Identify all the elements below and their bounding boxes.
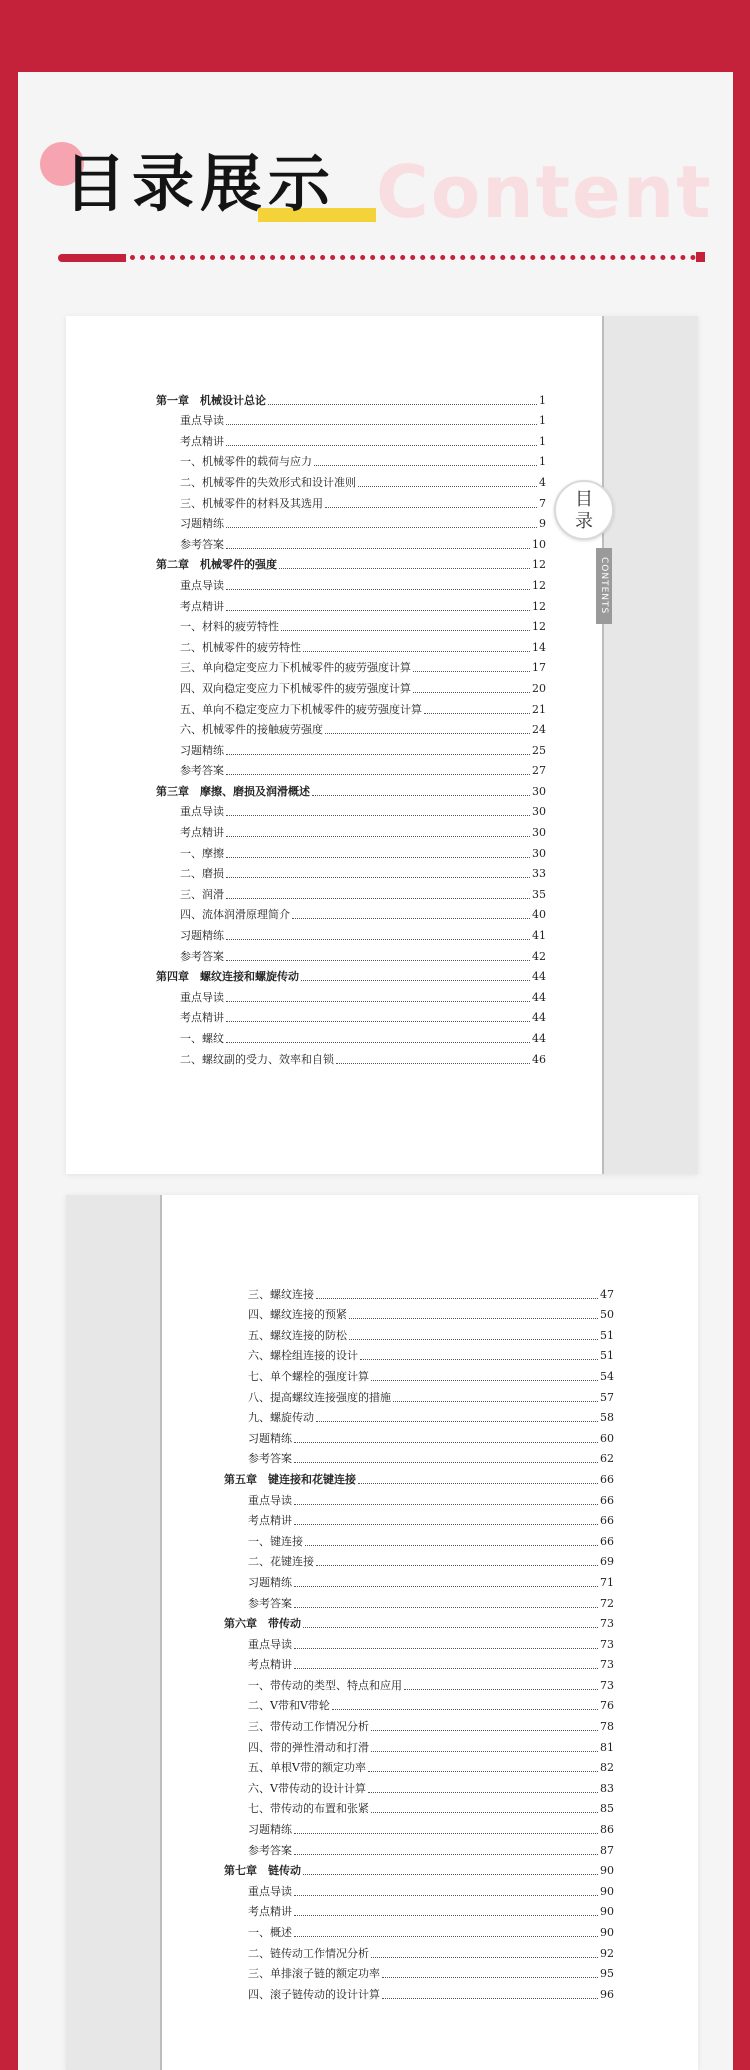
toc-entry-title: 考点精讲 bbox=[180, 599, 224, 613]
toc-entry-title: 二、螺纹副的受力、效率和自锁 bbox=[180, 1052, 334, 1066]
toc-leader-dots bbox=[226, 857, 530, 858]
toc-entry-title: 考点精讲 bbox=[248, 1658, 292, 1672]
toc-entry-title: 第五章 键连接和花键连接 bbox=[224, 1472, 356, 1486]
toc-entry-title: 一、概述 bbox=[248, 1926, 292, 1939]
toc-entry-title: 一、摩擦 bbox=[180, 846, 224, 860]
toc-leader-dots bbox=[226, 939, 530, 940]
toc-page-number: 40 bbox=[532, 908, 546, 922]
toc-leader-dots bbox=[404, 1689, 598, 1690]
toc-entry-title: 四、双向稳定变应力下机械零件的疲劳强度计算 bbox=[180, 681, 411, 695]
toc-page-number: 62 bbox=[600, 1452, 614, 1466]
toc-leader-dots bbox=[393, 1401, 598, 1402]
toc-entry-row[interactable] bbox=[156, 737, 546, 758]
toc-entry-row[interactable] bbox=[156, 614, 546, 635]
toc-leader-dots bbox=[332, 1709, 598, 1710]
toc-chapter-row[interactable] bbox=[156, 387, 546, 408]
toc-entry-title: 八、提高螺纹连接强度的措施 bbox=[248, 1390, 391, 1404]
toc-entry-row[interactable] bbox=[224, 1961, 614, 1982]
toc-entry-title: 参考答案 bbox=[180, 764, 224, 778]
toc-leader-dots bbox=[371, 1751, 598, 1752]
toc-entry-row[interactable] bbox=[156, 469, 546, 490]
toc-leader-dots bbox=[371, 1380, 598, 1381]
toc-leader-dots bbox=[294, 1462, 598, 1463]
toc-entry-row[interactable] bbox=[224, 1322, 614, 1343]
toc-entry-title: 五、螺纹连接的防松 bbox=[248, 1328, 347, 1342]
toc-list bbox=[224, 1281, 614, 2002]
toc-entry-row[interactable] bbox=[156, 593, 546, 614]
toc-entry-row[interactable] bbox=[156, 881, 546, 902]
toc-leader-dots bbox=[226, 1001, 530, 1002]
toc-entry-title: 一、机械零件的载荷与应力 bbox=[180, 455, 312, 469]
toc-entry-title: 重点导读 bbox=[180, 805, 224, 819]
toc-leader-dots bbox=[325, 507, 537, 508]
toc-entry-title: 习题精练 bbox=[248, 1823, 292, 1837]
page-edge-tab bbox=[66, 1195, 162, 2070]
toc-page-number: 30 bbox=[532, 805, 546, 819]
toc-entry-title: 四、滚子链传动的设计计算 bbox=[248, 1987, 380, 2001]
toc-page-number: 66 bbox=[600, 1472, 614, 1486]
toc-page-number: 54 bbox=[600, 1369, 614, 1383]
toc-page-number: 1 bbox=[539, 414, 546, 428]
toc-entry-row[interactable] bbox=[156, 943, 546, 964]
toc-page-number: 44 bbox=[532, 990, 546, 1004]
toc-entry-title: 三、单向稳定变应力下机械零件的疲劳强度计算 bbox=[180, 661, 411, 675]
toc-page-number: 96 bbox=[600, 1987, 614, 2001]
toc-page-number: 81 bbox=[600, 1740, 614, 1754]
toc-leader-dots bbox=[316, 1565, 598, 1566]
toc-entry-title: 五、单根V带的额定功率 bbox=[248, 1761, 366, 1775]
toc-chapter-row[interactable] bbox=[156, 552, 546, 573]
toc-entry-title: 习题精练 bbox=[180, 743, 224, 757]
toc-page-number: 1 bbox=[539, 455, 546, 469]
toc-leader-dots bbox=[349, 1318, 598, 1319]
toc-leader-dots bbox=[301, 980, 530, 981]
toc-entry-title: 一、键连接 bbox=[248, 1534, 303, 1548]
toc-chapter-row[interactable] bbox=[156, 964, 546, 985]
toc-page-number: 73 bbox=[600, 1658, 614, 1672]
toc-leader-dots bbox=[303, 1874, 598, 1875]
toc-entry-title: 第一章 机械设计总论 bbox=[156, 393, 266, 407]
toc-page-number: 12 bbox=[532, 620, 546, 634]
toc-chapter-row[interactable] bbox=[224, 1858, 614, 1879]
toc-entry-row[interactable] bbox=[156, 902, 546, 923]
toc-chapter-row[interactable] bbox=[224, 1466, 614, 1487]
toc-chapter-row[interactable] bbox=[224, 1611, 614, 1632]
divider-dots bbox=[130, 255, 696, 260]
toc-leader-dots bbox=[279, 568, 530, 569]
divider-end bbox=[696, 252, 705, 262]
toc-leader-dots bbox=[226, 1042, 530, 1043]
contents-label: CONTENTS bbox=[596, 548, 612, 624]
page-title-english: Content bbox=[376, 150, 713, 234]
toc-leader-dots bbox=[294, 1854, 598, 1855]
toc-entry-row[interactable] bbox=[156, 1025, 546, 1046]
toc-chapter-row[interactable] bbox=[156, 778, 546, 799]
toc-leader-dots bbox=[424, 713, 530, 714]
toc-leader-dots bbox=[226, 589, 530, 590]
toc-page-number: 66 bbox=[600, 1514, 614, 1528]
toc-entry-row[interactable] bbox=[156, 799, 546, 820]
toc-page-number: 66 bbox=[600, 1534, 614, 1548]
toc-entry-row[interactable] bbox=[224, 1446, 614, 1467]
toc-entry-row[interactable] bbox=[156, 408, 546, 429]
toc-entry-row[interactable] bbox=[224, 1693, 614, 1714]
toc-leader-dots bbox=[226, 548, 530, 549]
toc-leader-dots bbox=[316, 1298, 598, 1299]
toc-page-number: 30 bbox=[532, 846, 546, 860]
toc-entry-title: 二、机械零件的失效形式和设计准则 bbox=[180, 475, 356, 489]
toc-entry-title: 二、V带和V带轮 bbox=[248, 1699, 330, 1713]
toc-entry-row[interactable] bbox=[224, 1652, 614, 1673]
toc-leader-dots bbox=[292, 918, 530, 919]
toc-page-number: 51 bbox=[600, 1349, 614, 1363]
toc-leader-dots bbox=[294, 1442, 598, 1443]
toc-page-number: 12 bbox=[532, 599, 546, 613]
toc-entry-title: 考点精讲 bbox=[248, 1514, 292, 1528]
toc-leader-dots bbox=[294, 1648, 598, 1649]
toc-entry-row[interactable] bbox=[156, 490, 546, 511]
toc-entry-title: 四、螺纹连接的预紧 bbox=[248, 1308, 347, 1322]
toc-leader-dots bbox=[360, 1359, 598, 1360]
toc-entry-title: 二、磨损 bbox=[180, 867, 224, 881]
toc-entry-title: 二、花键连接 bbox=[248, 1555, 314, 1569]
toc-leader-dots bbox=[413, 671, 530, 672]
toc-page-number: 73 bbox=[600, 1637, 614, 1651]
toc-page-number: 90 bbox=[600, 1905, 614, 1919]
toc-page-number: 85 bbox=[600, 1802, 614, 1816]
toc-entry-title: 习题精练 bbox=[248, 1431, 292, 1445]
toc-page-number: 58 bbox=[600, 1411, 614, 1425]
toc-page-number: 44 bbox=[532, 1032, 546, 1045]
toc-entry-row[interactable] bbox=[156, 696, 546, 717]
toc-page-number: 86 bbox=[600, 1823, 614, 1837]
toc-page-number: 7 bbox=[539, 496, 546, 510]
toc-entry-title: 参考答案 bbox=[248, 1452, 292, 1466]
toc-page-number: 90 bbox=[600, 1884, 614, 1898]
toc-leader-dots bbox=[281, 630, 530, 631]
toc-entry-row[interactable] bbox=[156, 1046, 546, 1067]
toc-entry-row[interactable] bbox=[224, 1631, 614, 1652]
toc-entry-title: 第三章 摩擦、磨损及润滑概述 bbox=[156, 784, 310, 798]
toc-entry-title: 九、螺旋传动 bbox=[248, 1411, 314, 1425]
toc-page-number: 30 bbox=[532, 784, 546, 798]
toc-entry-row[interactable] bbox=[224, 1734, 614, 1755]
toc-entry-title: 参考答案 bbox=[180, 949, 224, 963]
toc-entry-row[interactable] bbox=[224, 1590, 614, 1611]
toc-leader-dots bbox=[226, 610, 530, 611]
toc-page-number: 69 bbox=[600, 1555, 614, 1569]
toc-leader-dots bbox=[226, 774, 530, 775]
toc-leader-dots bbox=[294, 1504, 598, 1505]
toc-leader-dots bbox=[226, 877, 530, 878]
toc-leader-dots bbox=[226, 960, 530, 961]
toc-entry-title: 七、带传动的布置和张紧 bbox=[248, 1802, 369, 1816]
toc-leader-dots bbox=[294, 1607, 598, 1608]
toc-leader-dots bbox=[305, 1545, 598, 1546]
toc-entry-row[interactable] bbox=[156, 428, 546, 449]
toc-leader-dots bbox=[371, 1730, 598, 1731]
toc-page-number: 14 bbox=[532, 640, 546, 654]
toc-entry-row[interactable] bbox=[156, 984, 546, 1005]
toc-leader-dots bbox=[316, 1421, 598, 1422]
toc-entry-row[interactable] bbox=[224, 1569, 614, 1590]
page-title: 目录展示 bbox=[64, 147, 337, 220]
toc-page-2 bbox=[66, 1195, 698, 2070]
divider-bar bbox=[58, 254, 126, 262]
toc-leader-dots bbox=[294, 1915, 598, 1916]
toc-page-number: 73 bbox=[600, 1617, 614, 1631]
toc-entry-title: 三、螺纹连接 bbox=[248, 1287, 314, 1301]
toc-page-number: 33 bbox=[532, 867, 546, 881]
toc-page-number: 78 bbox=[600, 1720, 614, 1734]
toc-page-number: 90 bbox=[600, 1864, 614, 1878]
toc-leader-dots bbox=[358, 486, 537, 487]
toc-leader-dots bbox=[294, 1895, 598, 1896]
toc-entry-title: 考点精讲 bbox=[180, 434, 224, 448]
toc-entry-row[interactable] bbox=[156, 449, 546, 470]
toc-entry-title: 参考答案 bbox=[180, 537, 224, 551]
toc-page-number: 25 bbox=[532, 743, 546, 757]
toc-entry-row[interactable] bbox=[224, 1528, 614, 1549]
toc-entry-row[interactable] bbox=[224, 1343, 614, 1364]
toc-page-number: 42 bbox=[532, 949, 546, 963]
toc-leader-dots bbox=[226, 424, 537, 425]
toc-leader-dots bbox=[226, 898, 530, 899]
toc-page-number: 71 bbox=[600, 1575, 614, 1589]
toc-entry-title: 习题精练 bbox=[248, 1575, 292, 1589]
toc-page-1 bbox=[66, 316, 698, 1174]
toc-entry-title: 重点导读 bbox=[180, 578, 224, 592]
toc-page-number: 73 bbox=[600, 1678, 614, 1692]
toc-entry-title: 重点导读 bbox=[248, 1884, 292, 1898]
toc-leader-dots bbox=[382, 1998, 598, 1999]
toc-entry-title: 第六章 带传动 bbox=[224, 1617, 301, 1631]
toc-page-number: 41 bbox=[532, 929, 546, 943]
toc-entry-title: 六、螺栓组连接的设计 bbox=[248, 1349, 358, 1363]
toc-page-number: 24 bbox=[532, 723, 546, 737]
toc-page-number: 57 bbox=[600, 1390, 614, 1404]
toc-leader-dots bbox=[371, 1957, 598, 1958]
toc-page-number: 47 bbox=[600, 1287, 614, 1301]
toc-page-number: 9 bbox=[539, 517, 546, 531]
toc-leader-dots bbox=[226, 445, 537, 446]
toc-leader-dots bbox=[294, 1833, 598, 1834]
toc-leader-dots bbox=[312, 795, 530, 796]
toc-entry-row[interactable] bbox=[224, 1878, 614, 1899]
contents-badge bbox=[554, 480, 614, 540]
toc-entry-row[interactable] bbox=[156, 655, 546, 676]
badge-char-2: 录 bbox=[575, 511, 593, 532]
toc-entry-row[interactable] bbox=[156, 531, 546, 552]
toc-leader-dots bbox=[226, 836, 530, 837]
toc-page-number: 35 bbox=[532, 887, 546, 901]
toc-leader-dots bbox=[368, 1771, 598, 1772]
toc-entry-title: 二、链传动工作情况分析 bbox=[248, 1946, 369, 1960]
toc-entry-title: 参考答案 bbox=[248, 1596, 292, 1610]
toc-entry-title: 三、机械零件的材料及其选用 bbox=[180, 496, 323, 510]
toc-entry-title: 一、材料的疲劳特性 bbox=[180, 620, 279, 634]
toc-page-number: 72 bbox=[600, 1596, 614, 1610]
toc-entry-row[interactable] bbox=[156, 861, 546, 882]
toc-entry-row[interactable] bbox=[156, 511, 546, 532]
toc-page-number: 10 bbox=[532, 537, 546, 551]
toc-leader-dots bbox=[226, 754, 530, 755]
toc-entry-title: 习题精练 bbox=[180, 929, 224, 943]
toc-list bbox=[156, 387, 546, 1067]
toc-entry-row[interactable] bbox=[156, 717, 546, 738]
toc-page-number: 46 bbox=[532, 1052, 546, 1066]
toc-entry-title: 考点精讲 bbox=[180, 826, 224, 840]
toc-page-number: 66 bbox=[600, 1493, 614, 1507]
toc-entry-title: 四、流体润滑原理简介 bbox=[180, 908, 290, 922]
toc-page-number: 1 bbox=[539, 434, 546, 448]
toc-entry-row[interactable] bbox=[224, 1796, 614, 1817]
toc-page-number: 90 bbox=[600, 1926, 614, 1939]
toc-entry-title: 三、带传动工作情况分析 bbox=[248, 1720, 369, 1734]
toc-entry-row[interactable] bbox=[224, 1549, 614, 1570]
toc-page-number: 1 bbox=[539, 393, 546, 407]
toc-leader-dots bbox=[371, 1812, 598, 1813]
toc-leader-dots bbox=[325, 733, 530, 734]
toc-entry-row[interactable] bbox=[224, 1487, 614, 1508]
toc-leader-dots bbox=[294, 1936, 598, 1937]
toc-entry-title: 重点导读 bbox=[180, 990, 224, 1004]
toc-leader-dots bbox=[336, 1063, 530, 1064]
toc-entry-row[interactable] bbox=[224, 1405, 614, 1426]
toc-entry-row[interactable] bbox=[156, 922, 546, 943]
toc-entry-row[interactable] bbox=[224, 1384, 614, 1405]
toc-entry-title: 六、机械零件的接触疲劳强度 bbox=[180, 723, 323, 737]
toc-entry-title: 七、单个螺栓的强度计算 bbox=[248, 1369, 369, 1383]
toc-page-number: 92 bbox=[600, 1946, 614, 1960]
toc-page-number: 44 bbox=[532, 1011, 546, 1025]
toc-page-number: 87 bbox=[600, 1843, 614, 1857]
toc-leader-dots bbox=[349, 1339, 598, 1340]
toc-leader-dots bbox=[368, 1792, 598, 1793]
toc-page-number: 82 bbox=[600, 1761, 614, 1775]
toc-leader-dots bbox=[303, 1627, 598, 1628]
toc-entry-title: 一、螺纹 bbox=[180, 1032, 224, 1045]
toc-leader-dots bbox=[294, 1668, 598, 1669]
badge-char-1: 目 bbox=[575, 489, 593, 510]
toc-page-number: 20 bbox=[532, 681, 546, 695]
toc-page-number: 21 bbox=[532, 702, 546, 716]
toc-entry-row[interactable] bbox=[224, 1899, 614, 1920]
toc-entry-title: 四、带的弹性滑动和打滑 bbox=[248, 1740, 369, 1754]
toc-page-number: 4 bbox=[539, 475, 546, 489]
toc-entry-row[interactable] bbox=[156, 675, 546, 696]
toc-entry-title: 重点导读 bbox=[248, 1493, 292, 1507]
toc-entry-title: 重点导读 bbox=[248, 1637, 292, 1651]
toc-entry-row[interactable] bbox=[156, 1005, 546, 1026]
toc-page-number: 50 bbox=[600, 1308, 614, 1322]
toc-entry-title: 重点导读 bbox=[180, 414, 224, 428]
toc-entry-title: 二、机械零件的疲劳特性 bbox=[180, 640, 301, 654]
toc-leader-dots bbox=[303, 651, 530, 652]
toc-entry-row[interactable] bbox=[224, 1981, 614, 2002]
toc-entry-row[interactable] bbox=[156, 758, 546, 779]
toc-entry-title: 三、单排滚子链的额定功率 bbox=[248, 1967, 380, 1981]
toc-page-number: 27 bbox=[532, 764, 546, 778]
toc-entry-row[interactable] bbox=[156, 572, 546, 593]
toc-entry-title: 一、带传动的类型、特点和应用 bbox=[248, 1678, 402, 1692]
toc-page-number: 51 bbox=[600, 1328, 614, 1342]
toc-entry-row[interactable] bbox=[224, 1672, 614, 1693]
toc-entry-title: 五、单向不稳定变应力下机械零件的疲劳强度计算 bbox=[180, 702, 422, 716]
toc-entry-row[interactable] bbox=[224, 1713, 614, 1734]
toc-entry-row[interactable] bbox=[224, 1940, 614, 1961]
toc-entry-row[interactable] bbox=[224, 1508, 614, 1529]
toc-page-number: 17 bbox=[532, 661, 546, 675]
toc-leader-dots bbox=[226, 527, 537, 528]
toc-page-number: 76 bbox=[600, 1699, 614, 1713]
toc-leader-dots bbox=[382, 1977, 598, 1978]
toc-page-number: 12 bbox=[532, 558, 546, 572]
toc-entry-row[interactable] bbox=[224, 1775, 614, 1796]
toc-entry-title: 考点精讲 bbox=[180, 1011, 224, 1025]
toc-leader-dots bbox=[226, 815, 530, 816]
toc-leader-dots bbox=[314, 465, 537, 466]
toc-page-number: 44 bbox=[532, 970, 546, 984]
toc-leader-dots bbox=[413, 692, 530, 693]
toc-page-number: 83 bbox=[600, 1781, 614, 1795]
toc-entry-row[interactable] bbox=[224, 1281, 614, 1302]
toc-page-number: 30 bbox=[532, 826, 546, 840]
toc-entry-title: 三、润滑 bbox=[180, 887, 224, 901]
toc-leader-dots bbox=[358, 1483, 598, 1484]
toc-entry-row[interactable] bbox=[224, 1425, 614, 1446]
toc-leader-dots bbox=[268, 404, 537, 405]
toc-entry-row[interactable] bbox=[224, 1919, 614, 1940]
page-edge-tab bbox=[602, 316, 698, 1174]
toc-entry-row[interactable] bbox=[156, 634, 546, 655]
toc-page-number: 95 bbox=[600, 1967, 614, 1981]
toc-entry-row[interactable] bbox=[156, 840, 546, 861]
toc-entry-row[interactable] bbox=[224, 1755, 614, 1776]
toc-entry-title: 考点精讲 bbox=[248, 1905, 292, 1919]
toc-entry-row[interactable] bbox=[224, 1816, 614, 1837]
toc-entry-row[interactable] bbox=[156, 819, 546, 840]
content-sheet bbox=[18, 72, 733, 2070]
toc-entry-title: 参考答案 bbox=[248, 1843, 292, 1857]
toc-entry-title: 第四章 螺纹连接和螺旋传动 bbox=[156, 970, 299, 984]
toc-page-number: 60 bbox=[600, 1431, 614, 1445]
toc-leader-dots bbox=[226, 1021, 530, 1022]
toc-leader-dots bbox=[294, 1524, 598, 1525]
toc-leader-dots bbox=[294, 1586, 598, 1587]
toc-entry-title: 六、V带传动的设计计算 bbox=[248, 1781, 366, 1795]
toc-entry-row[interactable] bbox=[224, 1363, 614, 1384]
toc-entry-title: 第二章 机械零件的强度 bbox=[156, 558, 277, 572]
toc-entry-title: 习题精练 bbox=[180, 517, 224, 531]
toc-entry-title: 第七章 链传动 bbox=[224, 1864, 301, 1878]
toc-page-number: 12 bbox=[532, 578, 546, 592]
toc-entry-row[interactable] bbox=[224, 1837, 614, 1858]
toc-entry-row[interactable] bbox=[224, 1302, 614, 1323]
